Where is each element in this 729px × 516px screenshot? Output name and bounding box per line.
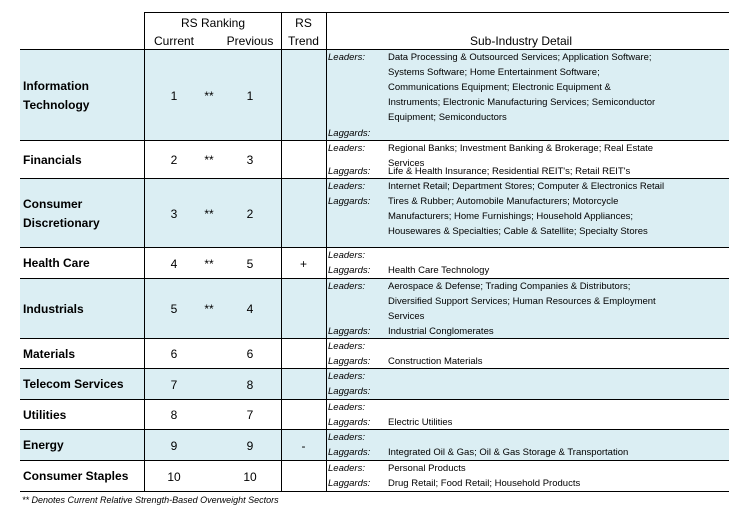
rs-trend: + bbox=[299, 256, 307, 271]
laggards-label: Laggards: bbox=[328, 166, 371, 177]
overweight-marker: ** bbox=[204, 153, 214, 167]
column-divider bbox=[326, 12, 327, 492]
laggards-text: Electric Utilities bbox=[388, 417, 453, 428]
sector-name: Energy bbox=[23, 438, 64, 452]
leaders-label: Leaders: bbox=[328, 281, 365, 292]
top-border bbox=[144, 12, 729, 13]
laggards-label: Laggards: bbox=[328, 356, 371, 367]
leaders-label: Leaders: bbox=[328, 181, 365, 192]
current-rank: 2 bbox=[170, 153, 178, 167]
leaders-label: Leaders: bbox=[328, 371, 365, 382]
previous-header: Previous bbox=[226, 34, 274, 48]
overweight-marker: ** bbox=[204, 88, 214, 103]
rs-trend bbox=[281, 279, 326, 339]
previous-rank: 3 bbox=[246, 153, 254, 167]
sector-name: Information Technology bbox=[23, 78, 90, 112]
column-divider bbox=[144, 12, 145, 492]
laggards-text: Construction Materials bbox=[388, 356, 483, 367]
laggards-label: Laggards: bbox=[328, 265, 371, 276]
sector-name: Materials bbox=[23, 346, 76, 361]
laggards-text: Drug Retail; Food Retail; Household Products bbox=[388, 478, 581, 489]
rs-trend bbox=[281, 141, 326, 179]
row-divider bbox=[20, 491, 729, 492]
leaders-label: Leaders: bbox=[328, 463, 365, 474]
laggards-label: Laggards: bbox=[328, 447, 371, 458]
leaders-label: Leaders: bbox=[328, 143, 365, 154]
previous-rank: 5 bbox=[246, 256, 254, 271]
current-rank: 4 bbox=[170, 256, 178, 271]
leaders-label: Leaders: bbox=[328, 341, 365, 352]
previous-rank: 9 bbox=[246, 438, 254, 453]
sector-name: Telecom Services bbox=[23, 377, 124, 391]
laggards-label: Laggards: bbox=[328, 326, 371, 337]
current-rank: 5 bbox=[170, 302, 178, 316]
current-rank: 3 bbox=[170, 206, 178, 221]
rs-header: RS bbox=[295, 16, 312, 30]
previous-rank: 4 bbox=[246, 302, 254, 316]
previous-rank: 2 bbox=[246, 206, 254, 221]
sub-industry-header: Sub-Industry Detail bbox=[469, 34, 573, 48]
leaders-label: Leaders: bbox=[328, 432, 365, 443]
current-rank: 1 bbox=[170, 88, 178, 103]
laggards-text: Life & Health Insurance; Residential REIT's; Retail REIT's bbox=[388, 166, 631, 177]
sector-name: Financials bbox=[23, 152, 82, 167]
sector-name: Utilities bbox=[23, 407, 67, 422]
laggards-label: Laggards: bbox=[328, 478, 371, 489]
rs-trend bbox=[281, 179, 326, 248]
previous-rank: 8 bbox=[246, 377, 254, 392]
rs-trend: - bbox=[301, 438, 306, 453]
leaders-text: Regional Banks; Investment Banking & Brokerage; Real Estate Services bbox=[388, 143, 654, 169]
laggards-label: Laggards: bbox=[328, 417, 371, 428]
current-rank: 9 bbox=[170, 438, 178, 453]
current-rank: 8 bbox=[170, 408, 178, 422]
overweight-marker: ** bbox=[204, 206, 214, 221]
rs-trend bbox=[281, 50, 326, 141]
current-rank: 7 bbox=[170, 377, 178, 392]
laggards-label: Laggards: bbox=[328, 386, 371, 397]
sector-name: Consumer Discretionary bbox=[23, 196, 100, 230]
header-divider bbox=[20, 49, 729, 50]
laggards-text: Industrial Conglomerates bbox=[388, 326, 494, 337]
leaders-text: Data Processing & Outsourced Services; Application Software; Systems Software; Home Entertainment Software; Communications Equipment; Electronic Equipment & Instruments; Electronic Manufacturing Services; Semiconductor Equipment; Semiconductors bbox=[388, 52, 656, 123]
leaders-label: Leaders: bbox=[328, 402, 365, 413]
laggards-label: Laggards: bbox=[328, 128, 371, 139]
sector-name: Health Care bbox=[23, 256, 90, 270]
leaders-label: Leaders: bbox=[328, 52, 365, 63]
overweight-marker: ** bbox=[204, 302, 214, 316]
current-rank: 10 bbox=[167, 469, 181, 484]
previous-rank: 6 bbox=[246, 347, 254, 361]
rs-ranking-header: RS Ranking bbox=[180, 16, 246, 30]
leaders-text: Aerospace & Defense; Trading Companies & Distributors; Diversified Support Services; Human Resources & Employment Services bbox=[388, 281, 656, 322]
leaders-text: Personal Products bbox=[388, 463, 466, 474]
laggards-text: Integrated Oil & Gas; Oil & Gas Storage & Transportation bbox=[388, 447, 629, 458]
rs-trend bbox=[281, 369, 326, 400]
trend-header: Trend bbox=[288, 34, 319, 48]
previous-rank: 7 bbox=[246, 408, 254, 422]
sector-name: Consumer Staples bbox=[23, 469, 129, 483]
previous-rank: 10 bbox=[243, 469, 257, 484]
footnote: ** Denotes Current Relative Strength-Based Overweight Sectors bbox=[22, 495, 279, 505]
rs-trend bbox=[281, 400, 326, 430]
laggards-text: Tires & Rubber; Automobile Manufacturers; Motorcycle Manufacturers; Home Furnishings; Household Appliances; Housewares & Specialties; Cable & Satellite; Specialty Stores bbox=[388, 196, 648, 237]
rs-trend bbox=[281, 461, 326, 492]
current-header: Current bbox=[153, 34, 194, 48]
current-rank: 6 bbox=[170, 347, 178, 361]
rs-trend bbox=[281, 339, 326, 369]
sector-name: Industrials bbox=[23, 301, 84, 316]
laggards-label: Laggards: bbox=[328, 196, 371, 207]
column-divider bbox=[281, 12, 282, 492]
overweight-marker: ** bbox=[204, 256, 214, 271]
previous-rank: 1 bbox=[246, 88, 254, 103]
laggards-text: Health Care Technology bbox=[388, 265, 490, 276]
leaders-text: Internet Retail; Department Stores; Computer & Electronics Retail bbox=[388, 181, 665, 192]
leaders-label: Leaders: bbox=[328, 250, 365, 261]
